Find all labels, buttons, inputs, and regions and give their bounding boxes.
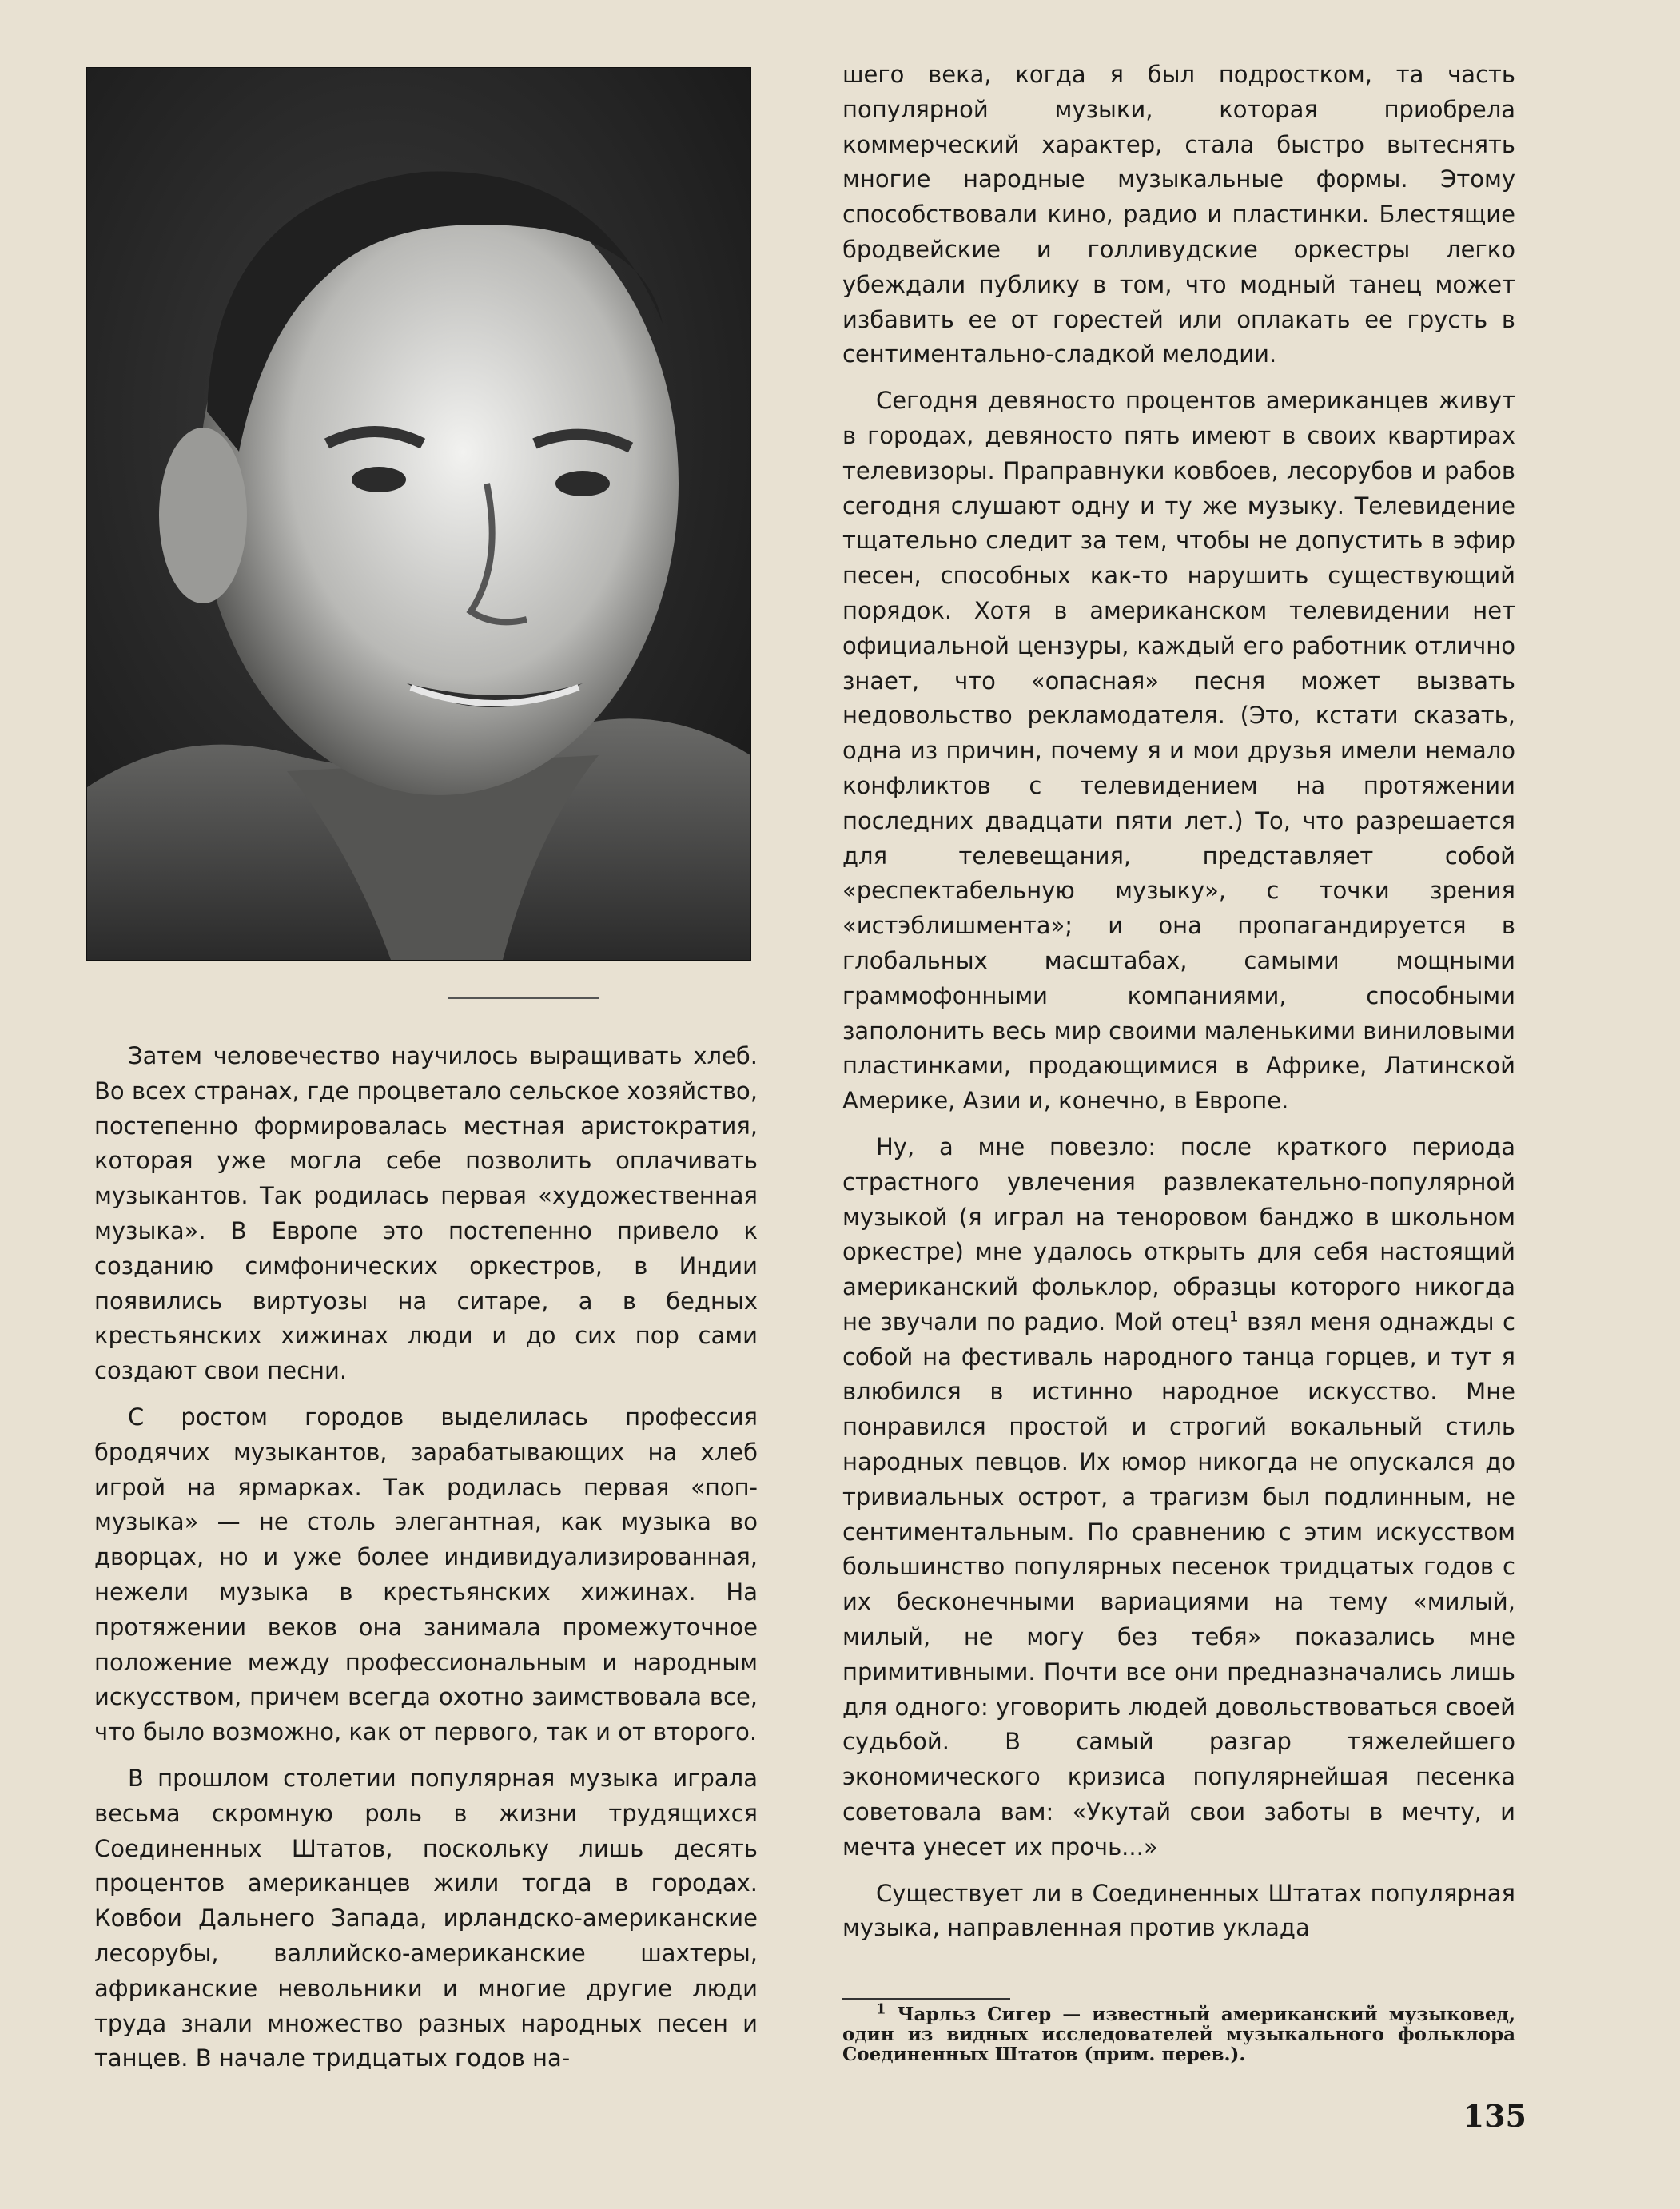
footnote-text: Чарльз Сигер — известный американский музыковед, один из видных исследователей музыкального фольклора Соединенных Штатов (прим. перев.).	[842, 2004, 1515, 2065]
right-paragraph-3-end: взял меня однажды с собой на фестиваль народного танца горцев, и тут я влюбился в истинно народное искусство. Мне понравился простой и строгий вокальный стиль народных певцов. Их юмор никогда не опускался до тривиальных острот, а трагизм был подлинным, не сентиментальным. По сравнению с этим искусством большинство популярных песенок тридцатых годов с их бесконечными вариациями на тему «милый, милый, не могу без тебя» показались мне примитивными. Почти все они предназначались лишь для одного: уговорить людей довольствоваться своей судьбой. В самый разгар тяжелейшего экономического кризиса популярнейшая песенка советовала вам: «Укутай свои заботы в мечту, и мечта унесет их прочь...»	[842, 1307, 1515, 1861]
right-paragraph-1: шего века, когда я был подростком, та часть популярной музыки, которая приобрела коммерческий характер, стала быстро вытеснять многие народные музыкальные формы. Этому способствовали кино, радио и пластинки. Блестящие бродвейские и голливудские оркестры легко убеждали публику в том, что модный танец может избавить ее от горестей или оплакать ее грусть в сентиментально-сладкой мелодии.	[842, 61, 1515, 368]
left-paragraph-1: Затем человечество научилось выращивать хлеб. Во всех странах, где процветало сельское хозяйство, постепенно формировалась местная аристократия, которая уже могла себе позволить оплачивать музыкантов. Так родилась первая «художественная музыка». В Европе это постепенно привело к созданию симфонических оркестров, в Индии появились виртуозы на ситаре, а в бедных крестьянских хижинах люди и до сих пор сами создают свои песни.	[94, 1042, 758, 1385]
right-paragraph-2: Сегодня девяносто процентов американцев живут в городах, девяносто пять имеют в своих квартирах телевизоры. Праправнуки ковбоев, лесорубов и рабов сегодня слушают одну и ту же музыку. Телевидение тщательно следит за тем, чтобы не допустить в эфир песен, способных как-то нарушить существующий порядок. Хотя в американском телевидении нет официальной цензуры, каждый его работник отлично знает, что «опасная» песня может вызвать недовольство рекламодателя. (Это, кстати сказать, одна из причин, почему я и мои друзья имели немало конфликтов с телевидением на протяжении последних двадцати пяти лет.) То, что разрешается для телевещания, представляет собой «респектабельную музыку», с точки зрения «истэблишмента»; и она пропагандируется в глобальных масштабах, самыми мощными граммофонными компаниями, способными заполонить весь мир своими маленькими виниловыми пластинками, продающимися в Африке, Латинской Америке, Азии и, конечно, в Европе.	[842, 387, 1515, 1115]
footnote-number: 1	[876, 2000, 886, 2018]
left-paragraph-2: С ростом городов выделилась профессия бродячих музыкантов, зарабатывающих на хлеб игрой на ярмарках. Так родилась первая «поп-музыка» — не столь элегантная, как музыка во дворцах, но и уже более индивидуализированная, нежели музыка в крестьянских хижинах. На протяжении веков она занимала промежуточное положение между профессиональным и народным искусством, причем всегда охотно заимствовала все, что было возможно, как от первого, так и от второго.	[94, 1403, 758, 1746]
portrait-photo-icon	[87, 68, 750, 960]
right-paragraph-4: Существует ли в Соединенных Штатах популярная музыка, направленная против уклада	[842, 1879, 1515, 1942]
right-paragraph-3	[842, 1130, 1515, 1865]
right-column	[842, 58, 1515, 1957]
left-column	[94, 1039, 758, 2088]
footnote-reference[interactable]: 1	[1229, 1308, 1239, 1326]
portrait-photo	[86, 67, 751, 961]
right-paragraph-3-start: Ну, а мне повезло: после краткого периода страстного увлечения развлекательно-популярной музыкой (я играл на теноровом банджо в школьном оркестре) мне удалось открыть для себя настоящий американский фольклор, образцы которого никогда не звучали по радио. Мой отец	[842, 1132, 1515, 1335]
page-number: 135	[1463, 2098, 1527, 2134]
photo-divider	[448, 997, 599, 999]
footnote-divider	[842, 1998, 1010, 2000]
left-paragraph-3: В прошлом столетии популярная музыка играла весьма скромную роль в жизни трудящихся Соединенных Штатов, поскольку лишь десять процентов американцев жили тогда в городах. Ковбои Дальнего Запада, ирландско-американские лесорубы, валлийско-американские шахтеры, африканские невольники и многие другие люди труда знали множество разных народных песен и танцев. В начале тридцатых годов на-	[94, 1764, 758, 2072]
footnote	[842, 2000, 1515, 2065]
